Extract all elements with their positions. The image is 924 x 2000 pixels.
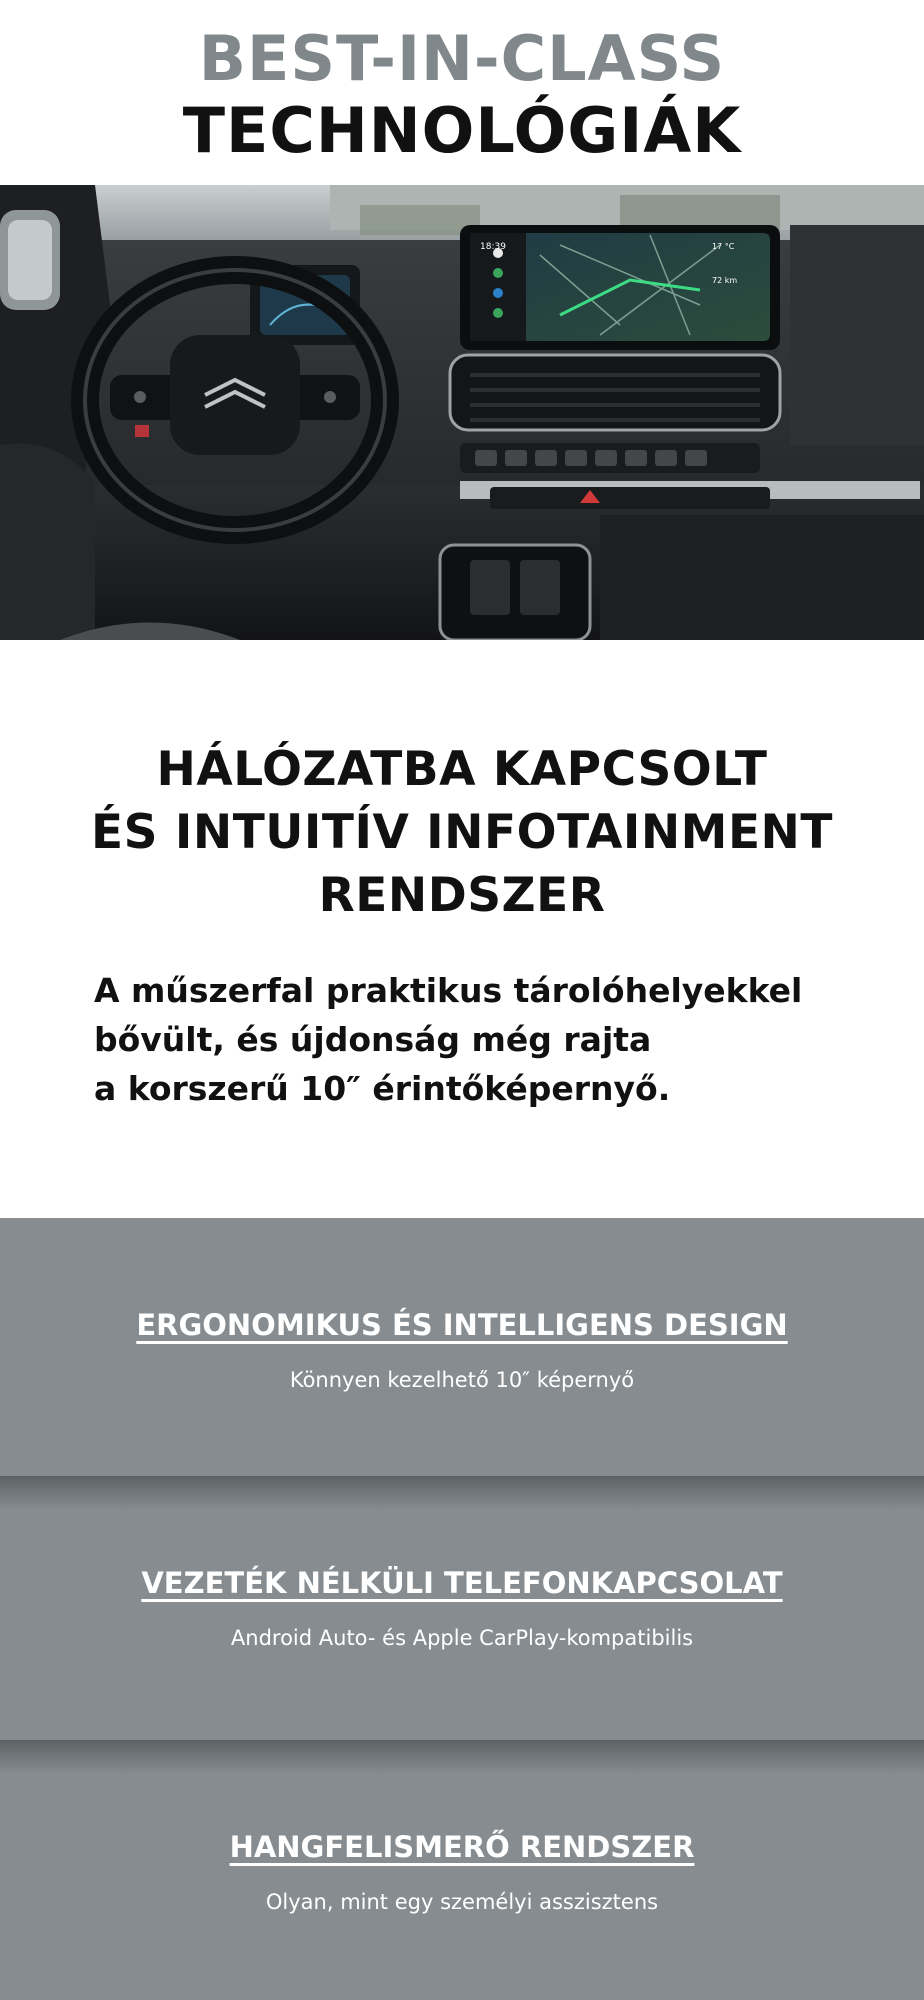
dashboard-photo — [0, 185, 924, 640]
section-body — [94, 966, 854, 1113]
section-title-line-1: HÁLÓZATBA KAPCSOLT — [156, 742, 768, 797]
feature-subtitle: Android Auto- és Apple CarPlay-kompatibilis — [230, 1626, 694, 1650]
section-body-line-1: A műszerfal praktikus tárolóhelyekkel — [94, 971, 803, 1010]
section-body-line-2: bővült, és újdonság még rajta — [94, 1020, 652, 1059]
panel-divider-shadow — [0, 1740, 924, 1774]
feature-panel-voice — [0, 1740, 924, 2000]
feature-title-link[interactable]: VEZETÉK NÉLKÜLI TELEFONKAPCSOLAT — [141, 1566, 783, 1600]
section-title — [0, 738, 924, 927]
feature-subtitle: Könnyen kezelhető 10″ képernyő — [289, 1368, 635, 1392]
feature-title-link[interactable]: ERGONOMIKUS ÉS INTELLIGENS DESIGN — [136, 1308, 788, 1342]
page-header — [0, 0, 924, 185]
feature-title-link[interactable]: HANGFELISMERŐ RENDSZER — [229, 1830, 695, 1864]
section-title-line-3: RENDSZER — [318, 868, 606, 923]
feature-panel-design — [0, 1218, 924, 1476]
headline-line-2: TECHNOLÓGIÁK — [182, 94, 742, 167]
screen-distance-label: 72 km — [712, 276, 738, 285]
section-title-line-2: ÉS INTUITÍV INFOTAINMENT — [91, 805, 833, 860]
section-body-line-3: a korszerű 10″ érintőképernyő. — [94, 1069, 671, 1108]
feature-panel-wireless — [0, 1476, 924, 1740]
screen-time-label: 18:39 — [480, 242, 506, 252]
screen-temp-label: 17 °C — [712, 242, 735, 251]
panel-divider-shadow — [0, 1476, 924, 1510]
headline-line-1: BEST-IN-CLASS — [198, 22, 726, 95]
feature-subtitle: Olyan, mint egy személyi asszisztens — [265, 1890, 659, 1914]
